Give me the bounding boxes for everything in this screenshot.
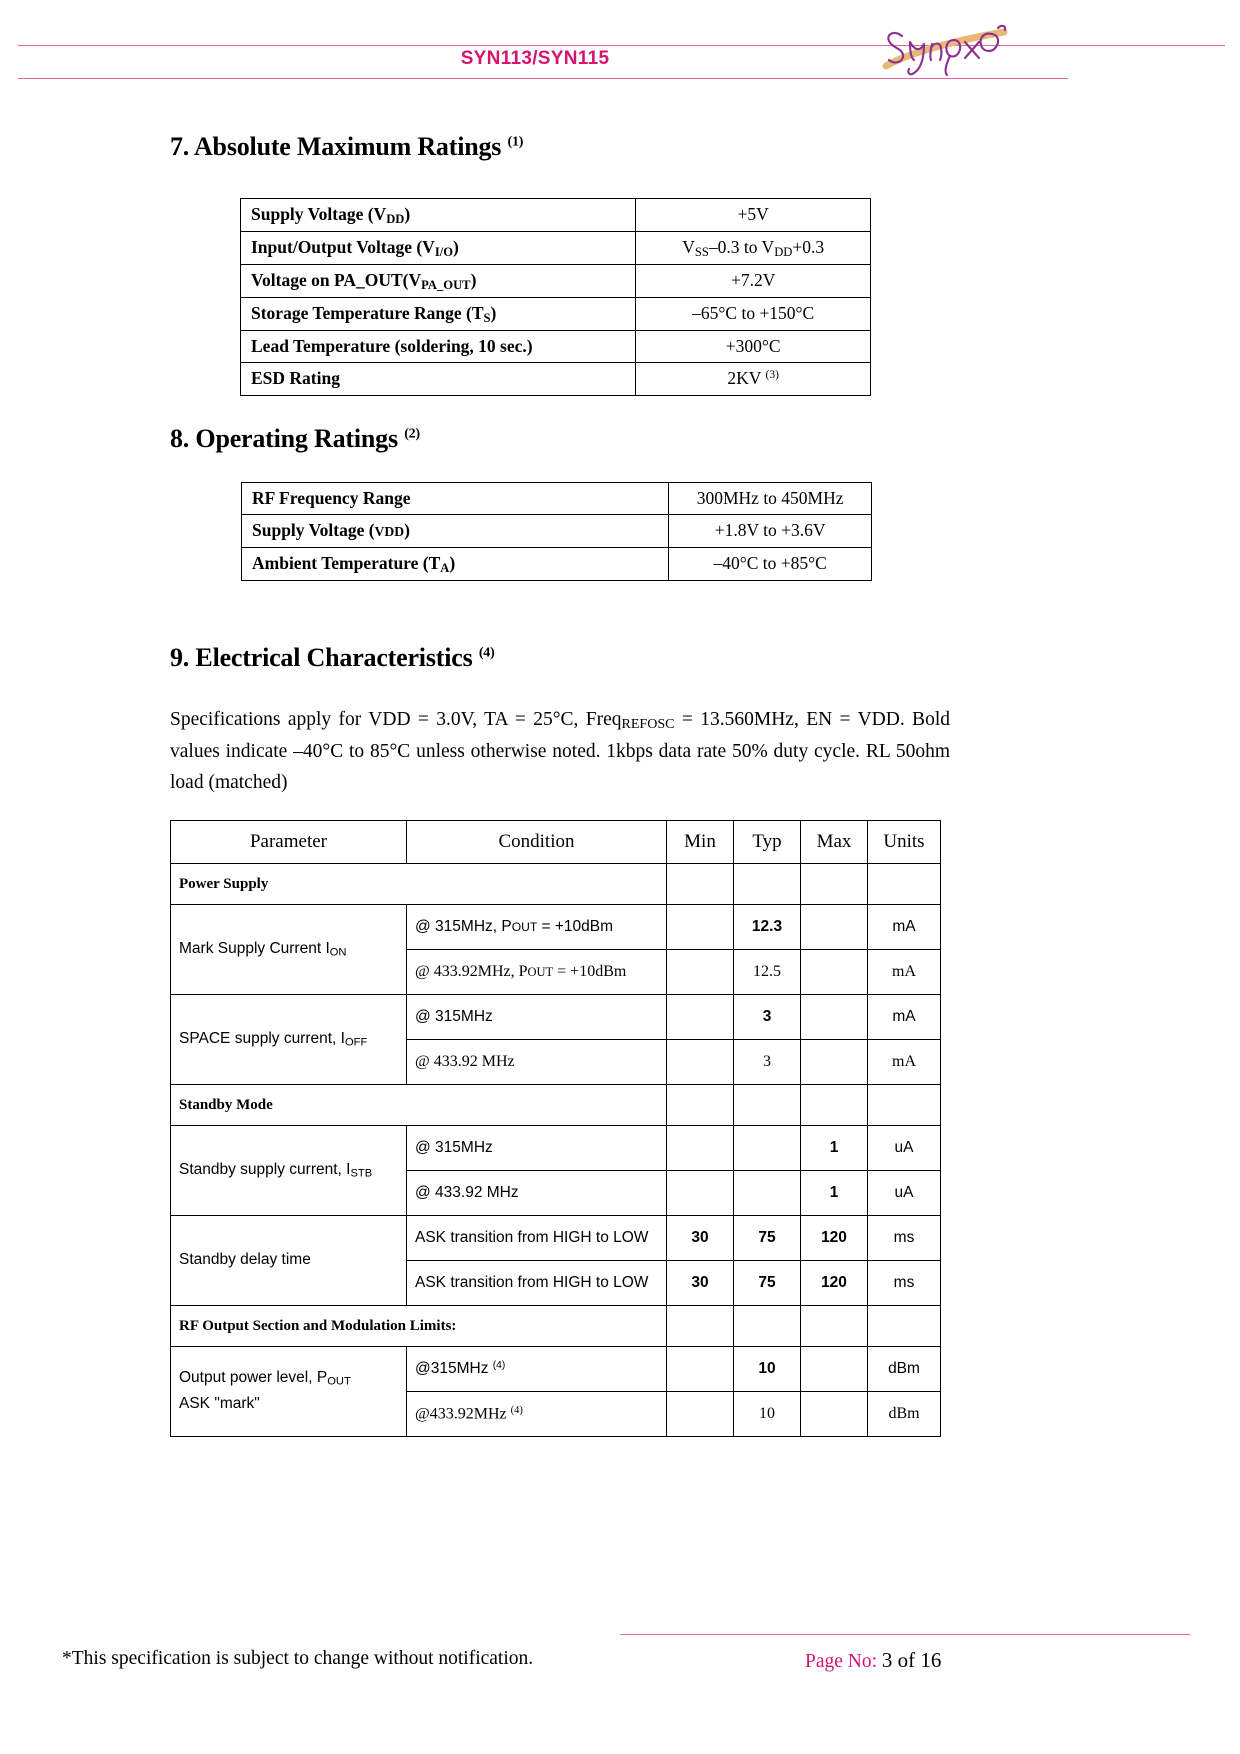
heading-footnote: (2)	[404, 426, 420, 442]
typ-cell: 3	[734, 995, 801, 1040]
heading-text: Electrical Characteristics	[195, 643, 473, 672]
max-cell: 120	[801, 1216, 868, 1261]
empty-cell	[667, 1306, 734, 1347]
condition-cell: @ 315MHz	[407, 995, 667, 1040]
column-header: Parameter	[171, 821, 407, 864]
row-value: 2KV $^{(3)}$	[636, 363, 871, 395]
absolute-maximum-ratings-body	[241, 199, 871, 396]
max-cell	[801, 995, 868, 1040]
max-cell	[801, 905, 868, 950]
page-header	[0, 0, 1240, 100]
footer-page-number: 3 of 16	[881, 1648, 942, 1672]
max-cell	[801, 950, 868, 995]
table-row	[241, 298, 871, 331]
heading-number: 9.	[170, 643, 190, 672]
heading-absolute-maximum-ratings	[170, 132, 523, 162]
empty-cell	[667, 864, 734, 905]
typ-cell: 3	[734, 1040, 801, 1085]
max-cell	[801, 1347, 868, 1392]
column-header: Min	[667, 821, 734, 864]
empty-cell	[734, 864, 801, 905]
min-cell	[667, 1040, 734, 1085]
row-value: $V_{SS}-0.3$ to $V_{DD}+0.3$	[636, 232, 871, 265]
synoxo-logo-icon	[880, 18, 1010, 88]
row-label: Ambient Temperature $(T_A)$	[242, 547, 669, 580]
spec-section-row	[171, 864, 941, 905]
operating-ratings-table	[241, 482, 872, 581]
footer-note: *This specification is subject to change without notification.	[62, 1648, 534, 1669]
row-value: +1.8V to +3.6V	[669, 515, 872, 547]
spec-section-row	[171, 1306, 941, 1347]
units-cell: mA	[868, 905, 941, 950]
row-value: –40°C to +85°C	[669, 547, 872, 580]
units-cell: dBm	[868, 1392, 941, 1437]
heading-operating-ratings	[170, 424, 420, 454]
empty-cell	[868, 864, 941, 905]
heading-number: 8.	[170, 424, 190, 453]
min-cell: 30	[667, 1261, 734, 1306]
spec-data-row	[171, 1216, 941, 1261]
min-cell	[667, 905, 734, 950]
footer-page-label: Page No:	[805, 1651, 878, 1672]
column-header: Max	[801, 821, 868, 864]
row-value: 300MHz to 450MHz	[669, 483, 872, 515]
min-cell: 30	[667, 1216, 734, 1261]
footer-rule	[620, 1634, 1190, 1635]
parameter-name: Standby delay time	[171, 1216, 407, 1306]
typ-cell	[734, 1171, 801, 1216]
row-label: ESD Rating	[241, 363, 636, 395]
units-cell: mA	[868, 1040, 941, 1085]
condition-cell: @ 433.92 MHz	[407, 1171, 667, 1216]
header-rule-right	[1000, 45, 1225, 46]
parameter-name: Mark Supply Current $I_{ON}$	[171, 905, 407, 995]
heading-text: Operating Ratings	[195, 424, 398, 453]
typ-cell: 75	[734, 1261, 801, 1306]
heading-text: Absolute Maximum Ratings	[193, 132, 502, 161]
max-cell: 1	[801, 1126, 868, 1171]
table-row	[242, 547, 872, 580]
row-value: +300°C	[636, 331, 871, 363]
empty-cell	[734, 1085, 801, 1126]
heading-electrical-characteristics	[170, 643, 495, 673]
typ-cell: 12.3	[734, 905, 801, 950]
min-cell	[667, 1171, 734, 1216]
electrical-characteristics-note: Specifications apply for VDD = 3.0V, TA = 25°C, Freq$_{REFOSC}$ = 13.560MHz, EN = VDD. Bold values indicate –40°C to 85°C unless otherwise noted. 1kbps data rate 50% duty cycle. RL 50ohm load (matched)	[170, 709, 950, 794]
condition-cell: @ 433.92MHz, POUT = +10dBm	[407, 950, 667, 995]
spec-section-row	[171, 1085, 941, 1126]
units-cell: ms	[868, 1261, 941, 1306]
table-row	[242, 515, 872, 547]
units-cell: uA	[868, 1126, 941, 1171]
heading-footnote: (4)	[478, 645, 495, 661]
empty-cell	[801, 1085, 868, 1126]
absolute-maximum-ratings-table	[240, 198, 871, 396]
min-cell	[667, 1347, 734, 1392]
document-title: SYN113/SYN115	[460, 48, 610, 69]
empty-cell	[868, 1306, 941, 1347]
condition-cell: @ 315MHz	[407, 1126, 667, 1171]
parameter-name: Standby supply current, $I_{STB}$	[171, 1126, 407, 1216]
row-label: Storage Temperature Range $(T_S)$	[241, 298, 636, 331]
condition-cell: @433.92MHz $^{(4)}$	[407, 1392, 667, 1437]
heading-footnote: (1)	[507, 134, 524, 150]
typ-cell: 10	[734, 1347, 801, 1392]
column-header: Typ	[734, 821, 801, 864]
row-label: Lead Temperature (soldering, 10 sec.)	[241, 331, 636, 363]
column-header: Units	[868, 821, 941, 864]
spec-section-label: Standby Mode	[171, 1085, 667, 1126]
footer-page-indicator	[805, 1648, 941, 1673]
units-cell: uA	[868, 1171, 941, 1216]
condition-cell: @315MHz $^{(4)}$	[407, 1347, 667, 1392]
table-row	[241, 331, 871, 363]
row-label: Input/Output Voltage $(V_{I/O})$	[241, 232, 636, 265]
min-cell	[667, 1126, 734, 1171]
empty-cell	[734, 1306, 801, 1347]
empty-cell	[801, 864, 868, 905]
max-cell	[801, 1392, 868, 1437]
units-cell: dBm	[868, 1347, 941, 1392]
units-cell: ms	[868, 1216, 941, 1261]
units-cell: mA	[868, 950, 941, 995]
units-cell: mA	[868, 995, 941, 1040]
table-row	[241, 199, 871, 232]
spec-data-row	[171, 905, 941, 950]
operating-ratings-body	[242, 483, 872, 581]
row-label: Supply Voltage (VDD)	[242, 515, 669, 547]
condition-cell: ASK transition from HIGH to LOW	[407, 1216, 667, 1261]
table-row	[241, 232, 871, 265]
typ-cell: 10	[734, 1392, 801, 1437]
condition-cell: @ 315MHz, POUT = +10dBm	[407, 905, 667, 950]
spec-data-row	[171, 995, 941, 1040]
spec-table-body	[171, 864, 941, 1437]
min-cell	[667, 950, 734, 995]
typ-cell	[734, 1126, 801, 1171]
table-row	[241, 363, 871, 395]
parameter-name: Output power level, $P_{OUT}$ ASK "mark"	[171, 1347, 407, 1437]
empty-cell	[868, 1085, 941, 1126]
parameter-name: SPACE supply current, $I_{OFF}$	[171, 995, 407, 1085]
max-cell: 1	[801, 1171, 868, 1216]
typ-cell: 12.5	[734, 950, 801, 995]
row-value: +7.2V	[636, 265, 871, 298]
min-cell	[667, 1392, 734, 1437]
heading-number: 7.	[170, 132, 190, 161]
row-label: Voltage on $PA\_OUT(V_{PA\_OUT})$	[241, 265, 636, 298]
max-cell	[801, 1040, 868, 1085]
condition-cell: @ 433.92 MHz	[407, 1040, 667, 1085]
spec-table-head	[171, 821, 941, 864]
min-cell	[667, 995, 734, 1040]
row-label: RF Frequency Range	[242, 483, 669, 515]
spec-data-row	[171, 1126, 941, 1171]
typ-cell: 75	[734, 1216, 801, 1261]
electrical-characteristics-table	[170, 820, 941, 1437]
row-label: Supply Voltage $(V_{DD})$	[241, 199, 636, 232]
condition-cell: ASK transition from HIGH to LOW	[407, 1261, 667, 1306]
column-header: Condition	[407, 821, 667, 864]
spec-section-label: Power Supply	[171, 864, 667, 905]
row-value: +5V	[636, 199, 871, 232]
spec-data-row	[171, 1347, 941, 1392]
table-row	[242, 483, 872, 515]
empty-cell	[801, 1306, 868, 1347]
row-value: –65°C to +150°C	[636, 298, 871, 331]
table-row	[241, 265, 871, 298]
empty-cell	[667, 1085, 734, 1126]
spec-header-row	[171, 821, 941, 864]
max-cell: 120	[801, 1261, 868, 1306]
spec-section-label: RF Output Section and Modulation Limits:	[171, 1306, 667, 1347]
